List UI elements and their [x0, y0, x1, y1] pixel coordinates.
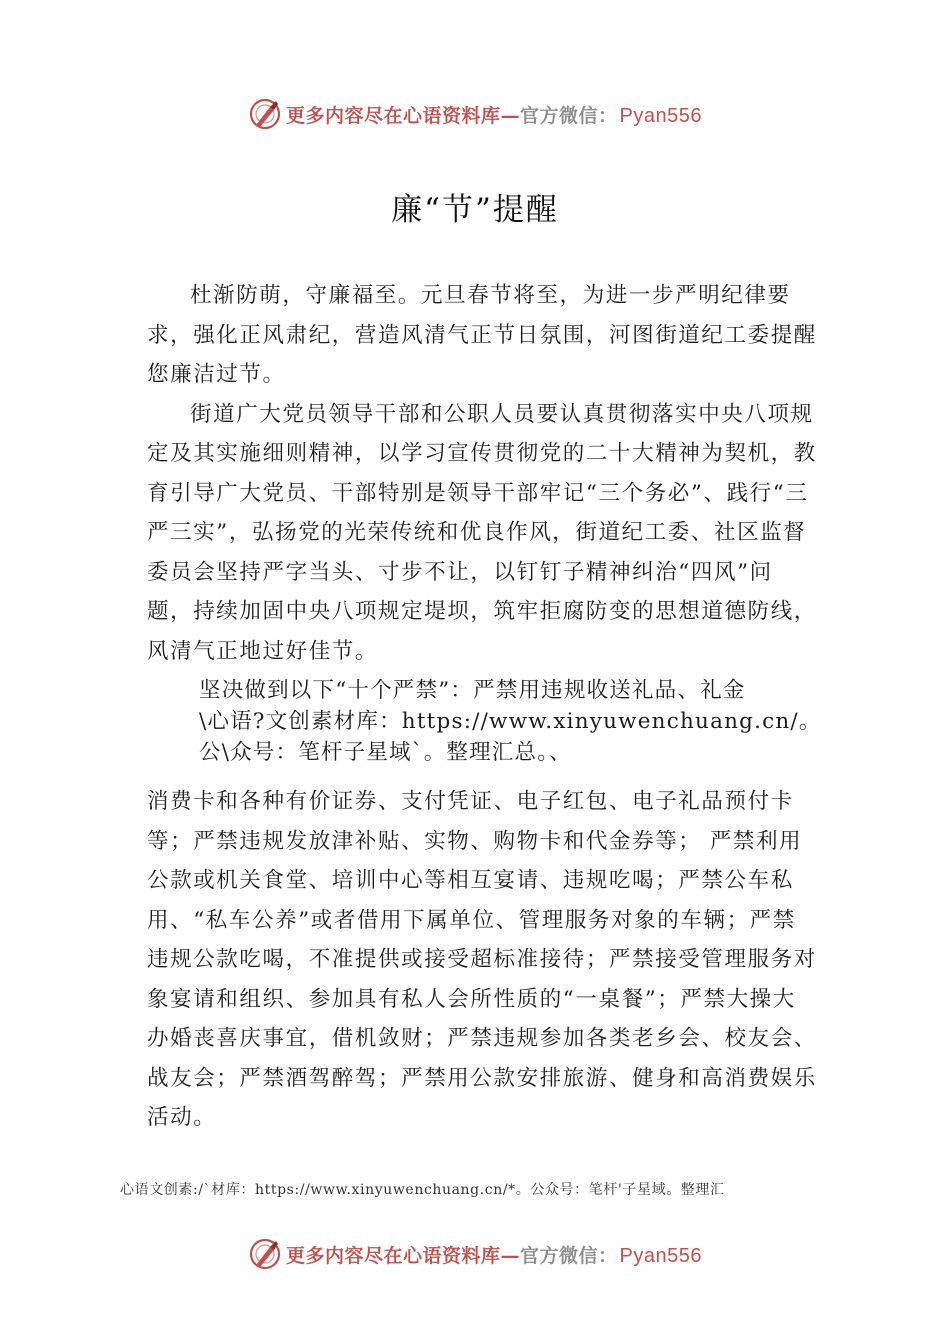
ban-intro-block: [147, 675, 899, 768]
banner-middle: 官方微信：: [520, 104, 618, 127]
page-title: 廉“节”提醒: [391, 192, 559, 228]
banner-middle: 官方微信：: [520, 1244, 618, 1267]
banner-text: [286, 1241, 702, 1268]
watermark-line: 公\众号：笔杆子星域`。整理汇总。、: [199, 740, 572, 765]
ban-list-paragraph: 消费卡和各种有价证券、支付凭证、电子红包、电子礼品预付卡等；严禁违规发放津补贴、实物、购物卡和代金券等； 严禁利用公款或机关食堂、培训中心等相互宴请、违规吃喝；严禁公车私用、“私车公养”或者借用下属单位、管理服务对象的车辆；严禁违规公款吃喝，不准提供或接受超标准接待；严禁接受管理服务对象宴请和组织、参加具有私人会所性质的“一桌餐”；严禁大操大办婚丧喜庆事宜，借机敛财；严禁违规参加各类老乡会、校友会、战友会；严禁酒驾醉驾；严禁用公款安排旅游、健身和高消费娱乐活动。: [147, 789, 817, 1130]
header-banner: [0, 94, 950, 134]
paragraph-intro: 杜渐防萌，守廉福至。元旦春节将至，为进一步严明纪律要求，强化正风肃纪，营造风清气正节日氛围，河图街道纪工委提醒您廉洁过节。: [147, 283, 817, 387]
banner-wechat-id: Pyan556: [619, 1244, 702, 1267]
banner-prefix: 更多内容尽在心语资料库—: [286, 1244, 521, 1267]
paragraph-requirements: 街道广大党员领导干部和公职人员要认真贯彻落实中央八项规定及其实施细则精神，以学习宣传贯彻党的二十大精神为契机，教育引导广大党员、干部特别是领导干部牢记“三个务必”、践行“三严三实”，弘扬党的光荣传统和优良作风，街道纪工委、社区监督委员会坚持严字当头、寸步不让，以钉钉子精神纠治“四风”问题，持续加固中央八项规定堤坝，筑牢拒腐防变的思想道德防线，风清气正地过好佳节。: [147, 401, 817, 664]
banner-prefix: 更多内容尽在心语资料库—: [286, 104, 521, 127]
banner-wechat-id: Pyan556: [619, 104, 702, 127]
footer-banner: [0, 1234, 950, 1274]
banner-text: [286, 101, 702, 128]
ban-intro-line: 坚决做到以下“十个严禁”：严禁用违规收送礼品、礼金: [199, 678, 746, 703]
document-body: [147, 276, 822, 1138]
pen-logo-icon: [248, 1237, 282, 1271]
footer-watermark-note: 心语文创素:/`材库：https://www.xinyuwenchuang.cn/*。公众号：笔杆'子星域。整理汇: [120, 1182, 725, 1198]
watermark-line: \心语?文创素材库：https://www.xinyuwenchuang.cn/。: [199, 709, 822, 734]
pen-logo-icon: [248, 97, 282, 131]
